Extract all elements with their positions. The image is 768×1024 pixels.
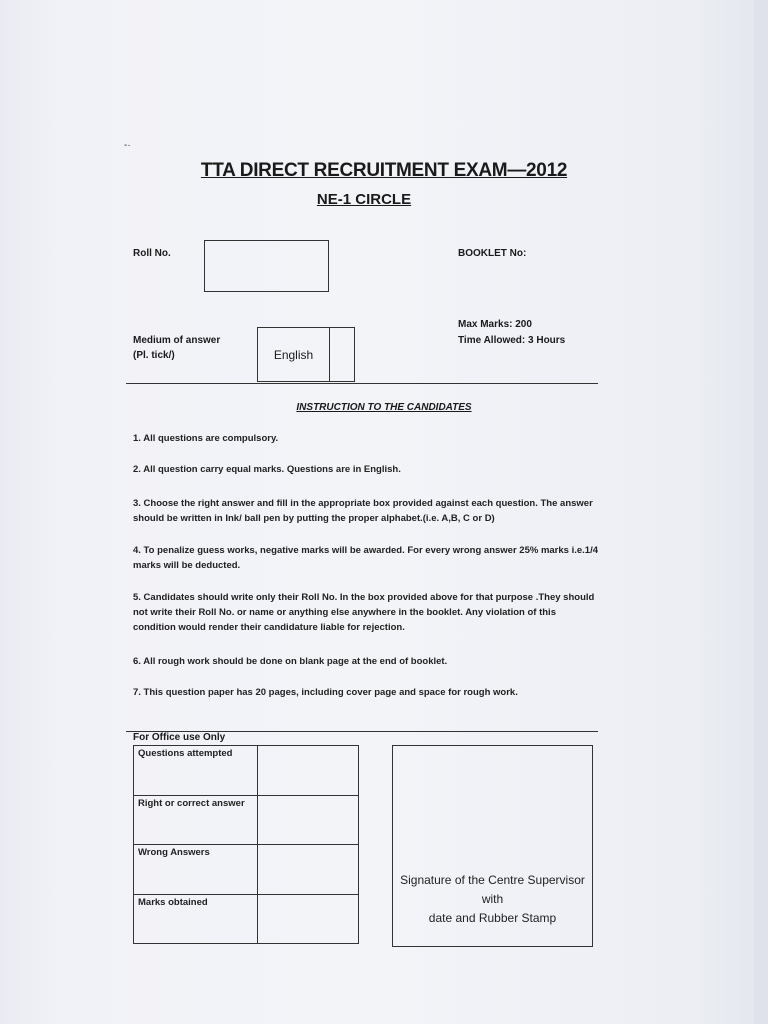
signature-line-2: date and Rubber Stamp	[428, 911, 557, 925]
divider	[126, 383, 598, 384]
office-use-table	[133, 745, 359, 944]
table-row	[134, 746, 359, 796]
instruction-item: 3. Choose the right answer and fill in the appropriate box provided against each question. The answer should be written in Ink/ ball pen by putting the proper alphabet.(i.e. A,B, C or D)	[133, 498, 593, 524]
page-title: TTA DIRECT RECRUITMENT EXAM—2012	[200, 160, 568, 181]
table-row	[134, 845, 359, 895]
instruction-item: 2. All question carry equal marks. Questions are in English.	[133, 464, 401, 475]
instruction-item: 1. All questions are compulsory.	[133, 433, 279, 444]
roll-number-box[interactable]	[204, 240, 329, 292]
booklet-number-label: BOOKLET No:	[458, 248, 527, 259]
row-value-cell[interactable]	[258, 746, 359, 796]
instruction-item: 7. This question paper has 20 pages, including cover page and space for rough work.	[133, 687, 518, 698]
signature-line-1: Signature of the Centre Supervisor with	[400, 873, 585, 906]
row-value-cell[interactable]	[258, 795, 359, 845]
table-row	[134, 795, 359, 845]
row-label: Marks obtained	[134, 894, 258, 944]
row-label: Questions attempted	[134, 746, 258, 796]
scan-edge	[754, 0, 768, 1024]
instruction-item: 4. To penalize guess works, negative marks will be awarded. For every wrong answer 25% marks i.e.1/4 marks will be deducted.	[133, 545, 598, 571]
medium-hint: (Pl. tick/)	[133, 350, 175, 361]
office-use-heading: For Office use Only	[133, 732, 226, 743]
page-subtitle: NE-1 CIRCLE	[316, 191, 412, 208]
signature-box[interactable]	[392, 745, 593, 947]
row-label: Right or correct answer	[134, 795, 258, 845]
medium-tick-box[interactable]	[330, 328, 354, 381]
row-label: Wrong Answers	[134, 845, 258, 895]
medium-label: Medium of answer	[133, 335, 221, 346]
medium-option-english: English	[258, 328, 330, 381]
signature-caption	[393, 871, 592, 928]
row-value-cell[interactable]	[258, 894, 359, 944]
medium-box	[257, 327, 355, 382]
instruction-item: 5. Candidates should write only their Roll No. In the box provided above for that purpose .They should not write their Roll No. or name or anything else anywhere in the booklet. Any violation of this condition would render their candidature liable for rejection.	[133, 592, 595, 633]
max-marks: Max Marks: 200	[458, 319, 532, 330]
instruction-item: 6. All rough work should be done on blank page at the end of booklet.	[133, 656, 448, 667]
roll-number-label: Roll No.	[133, 248, 171, 259]
time-allowed: Time Allowed: 3 Hours	[458, 335, 566, 346]
row-value-cell[interactable]	[258, 845, 359, 895]
instructions-heading: INSTRUCTION TO THE CANDIDATES	[296, 402, 472, 413]
table-row	[134, 894, 359, 944]
stray-mark: -·	[124, 140, 131, 151]
